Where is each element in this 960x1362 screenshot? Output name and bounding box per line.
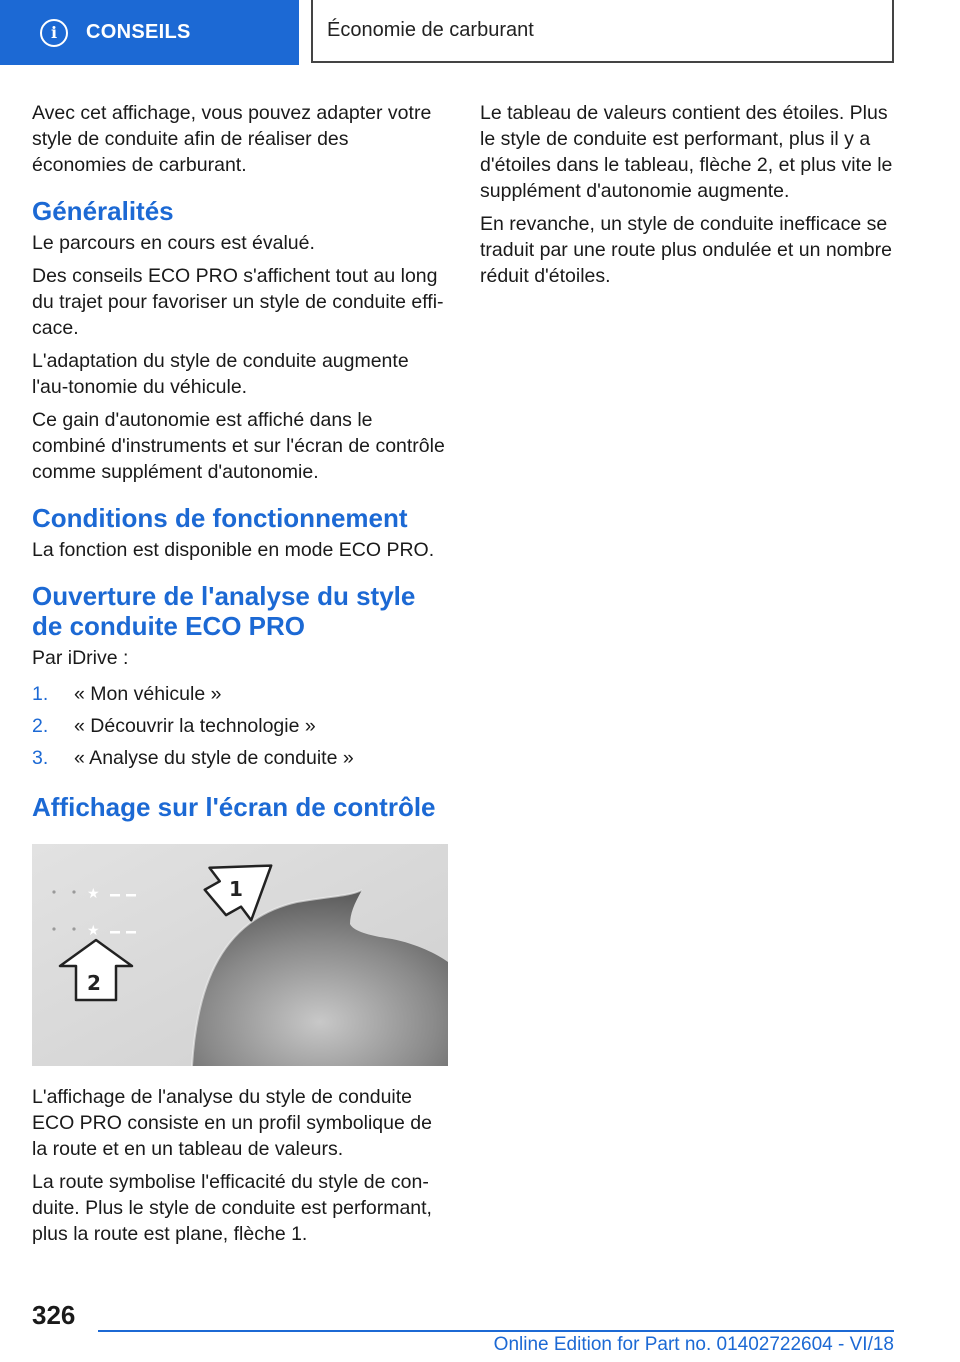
intro-paragraph: Avec cet affichage, vous pouvez adapter votre style de conduite afin de réaliser des économies de carburant. bbox=[32, 102, 432, 176]
star-icon: ★ bbox=[87, 886, 100, 902]
paragraph: Par iDrive : bbox=[32, 647, 129, 669]
list-item: 2. « Découvrir la technologie » bbox=[32, 715, 316, 737]
section-tab-label: CONSEILS bbox=[86, 21, 191, 43]
star-icon: ★ bbox=[87, 923, 100, 939]
paragraph: L'adaptation du style de conduite augmente l'au‐tonomie du véhicule. bbox=[32, 350, 409, 398]
eco-pro-display-figure bbox=[32, 844, 448, 1066]
step-list bbox=[32, 678, 448, 774]
chapter-title: Économie de carburant bbox=[327, 19, 534, 41]
paragraph: En revanche, un style de conduite inefficace se traduit par une route plus ondulée et un nombre réduit d'étoiles. bbox=[480, 213, 892, 287]
page-number: 326 bbox=[32, 1300, 76, 1330]
paragraph: La route symbolise l'efficacité du style de con‐duite. Plus le style de conduite est performant, plus la route est plane, flèche 1. bbox=[32, 1171, 432, 1245]
paragraph: Ce gain d'autonomie est affiché dans le combiné d'instruments et sur l'écran de contrôle comme supplément d'autonomie. bbox=[32, 409, 445, 483]
paragraph: La fonction est disponible en mode ECO PRO. bbox=[32, 539, 435, 561]
section-tab bbox=[0, 0, 299, 65]
heading-conditions: Conditions de fonctionnement bbox=[32, 503, 408, 533]
svg-text:2: 2 bbox=[87, 971, 101, 995]
paragraph: Le tableau de valeurs contient des étoiles. Plus le style de conduite est performant, plus il y a d'étoiles dans le tableau, flèche 2, et plus vite le supplément d'autonomie augmente. bbox=[480, 102, 893, 202]
info-icon: i bbox=[40, 19, 68, 47]
footer-divider bbox=[98, 1330, 894, 1332]
heading-affichage: Affichage sur l'écran de contrôle bbox=[32, 792, 436, 822]
paragraph: Le parcours en cours est évalué. bbox=[32, 232, 315, 254]
heading-generalites: Généralités bbox=[32, 196, 174, 226]
paragraph: L'affichage de l'analyse du style de conduite ECO PRO consiste en un profil symbolique de la route et en un tableau de valeurs. bbox=[32, 1086, 432, 1160]
svg-text:1: 1 bbox=[229, 877, 243, 901]
list-item: 1. « Mon véhicule » bbox=[32, 683, 222, 705]
heading-ouverture: Ouverture de l'analyse du style de conduite ECO PRO bbox=[32, 581, 416, 641]
paragraph: Des conseils ECO PRO s'affichent tout au long du trajet pour favoriser un style de conduite effi‐cace. bbox=[32, 265, 444, 339]
chapter-header bbox=[311, 0, 894, 63]
left-column bbox=[32, 100, 448, 1254]
list-item: 3. « Analyse du style de conduite » bbox=[32, 747, 354, 769]
edition-info: Online Edition for Part no. 01402722604 - VI/18 bbox=[493, 1334, 894, 1355]
right-column bbox=[480, 100, 900, 296]
